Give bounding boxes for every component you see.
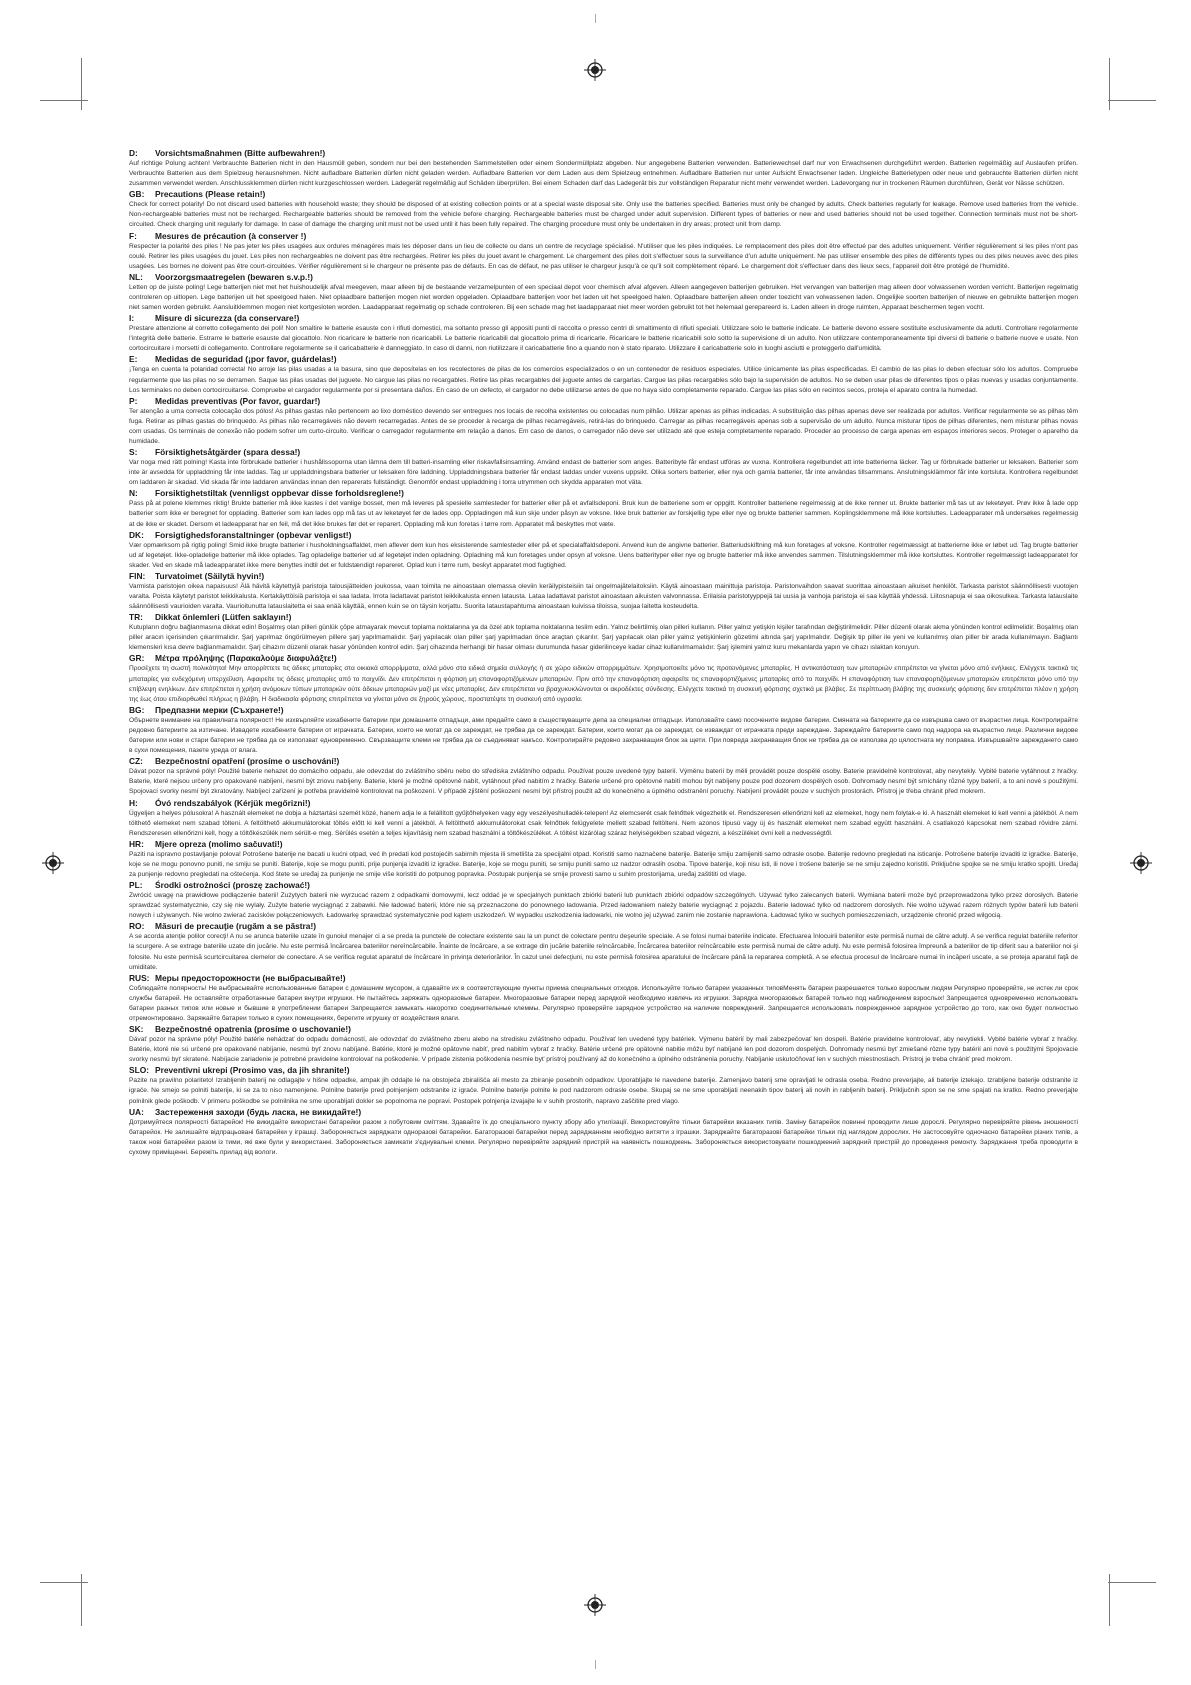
center-tick-top [595, 14, 596, 23]
section-gr [129, 653, 1078, 704]
language-code: UA: [129, 1106, 144, 1117]
language-code: NL: [129, 271, 143, 282]
section-body: Varmista paristojen oikea napaisuus! Älä hävitä käytettyjä paristoja talousjätteiden joukossa, vaan toimita ne ainoastaan olemassa oleviin keräilypisteisiin tai ongelmajätelaitoksiin. Käytä ainoastaan mainittuja paristoja. Paristonvaihdon saavat suorittaa ainoastaan aikuiset henkilöt. Tarkasta paristot säännöllisesti vuotojen varalta. Poista käytetyt paristot leikkikalusta. Kertakäyttöisiä paristoja ei saa ladata. Irrota ladattavat paristot leikkikalusta ennen latausta. Lataa ladattavat paristot ainoastaan aikuisten valvonnassa. Erilaisia paristotyyppejä tai uusia ja vanhoja paristoja ei saa käyttää yhdessä. Liitosnapuja ei saa oikosulkea. Tarkasta latauslaite säännöllisesti vaurioiden varalta. Vaurioitunutta latauslaitetta ei saa enää käyttää, ennen kuin se on täysin korjattu. Suorita lataustapahtuma ainoastaan kuivissa tiloissa, suojaa laitetta kosteudelta. [129, 582, 1078, 611]
language-code: PL: [129, 880, 143, 891]
section-hr [129, 839, 1078, 880]
section-title: Vorsichtsmaßnahmen (Bitte aufbewahren!) [155, 148, 326, 158]
language-code: RO: [129, 921, 145, 932]
section-nl [129, 272, 1078, 313]
language-code: S: [129, 447, 138, 458]
section-heading [129, 973, 1078, 984]
section-heading [129, 530, 1078, 541]
section-heading [129, 148, 1078, 159]
section-title: Turvatoimet (Säilytä hyvin!) [155, 570, 265, 581]
section-dk [129, 530, 1078, 571]
section-title: Środki ostrożności (proszę zachować!) [155, 880, 310, 891]
section-title: Misure di sicurezza (da conservare!) [155, 313, 300, 324]
language-code: HR: [129, 838, 144, 849]
section-title: Försiktighetsåtgärder (spara dessa!) [155, 447, 301, 458]
language-code: I: [129, 313, 135, 324]
language-code: H: [129, 797, 138, 808]
section-slo [129, 1065, 1078, 1106]
section-h [129, 798, 1078, 839]
section-pl [129, 880, 1078, 921]
section-title: Предпазни мерки (Съхранете!) [155, 704, 284, 715]
section-body: A se acorda atenţie polilor corecţi! A nu se arunca bateriile uzate în gunoiul menajer ci a se preda la punctele de colectare existente sau la un punct de colectare pentru deşeurile speciale. A se folosi numai bateriile indicate. Efectuarea înlocuirii bateriilor este permisă numai de către adulţi. A se verifica regulat bateriile referitor la scurgere. A se extrage bateriile uzate din jucărie. Nu este permisă încărcarea bateriilor nereîncărcabile. Înainte de încărcare, a se extrage din jucărie bateriile reîncărcabile. Încărcarea bateriilor reîncărcabile este permisă numai de către adulţi. Nu este permisă folosirea împreună a bateriilor de tip diferit sau a bateriilor noi şi folosite. Nu este permisă scurtcircuitarea clemelor de conectare. A se verifica regulat aparatul de încărcare în privinţa deteriorărilor. În cazul unei defecţiuni, nu este permisă folosirea aparatului de încărcare până la repararea completă. A se efectua procesul de încărcare numai în incăperi uscate, a se proteja aparatul faţă de umiditate. [129, 933, 1078, 971]
section-heading [129, 880, 1078, 891]
section-heading [129, 396, 1078, 407]
language-code: SK: [129, 1024, 144, 1035]
section-rus [129, 973, 1078, 1024]
section-heading [129, 189, 1078, 200]
section-heading [129, 447, 1078, 458]
section-body: Dávat pozor na správné póly! Použité baterie nehazet do domácího odpadu, ale odevzdat do zvláštního sběru nebo do střediska zvláštního odpadu. Používat pouze uvedené typy baterií. Výměnu baterií by měli provádět pouze dospělé osoby. Baterie pravidelně kontrolovat, aby nevytekly. Vybité baterie vytáhnout z hračky. Baterie, které nejsou určeny pro opakované nabíjení, nesmí být znovu nabíjeny. Baterie, které je možné opětovně nabít, vytáhnout před nabitím z hračky. Baterie určené pro opětovné nabití mohou být nabíjeny pouze pod dozorem dospělých osob. Dohromady nesmí být smíchány různé typy baterií, a to ani nové s použitými. Spojovací svorky nesmí být zkratovány. Nabíjecí zařízení je potřeba pravidelně kontrolovat na poškození. V případě zjištění poškození nesmí být přístroj použit až do konečného a úplného odstranění poruchy. Nabíjení provádět pouze v suchých prostorách. Přístroj je třeba chránit před mokrem. [129, 768, 1078, 796]
section-title: Forsigtighedsforanstaltninger (opbevar venligst!) [155, 529, 352, 540]
section-body: ¡Tenga en cuenta la polaridad correcta! No arroje las pilas usadas a la basura, sino que deposítelas en los recolectores de pilas de los comercios especializados o en un contenedor de residuos especiales. Utilice únicamente las pilas especificadas. El cambio de las pilas lo deben efectuar sólo los adultos. Compruebe regularmente que las pilas no se derramen. Saque las pilas usadas del juguete. No cargue las pilas no recargables. Retire las pilas recargables del juguete antes de cargarlas. Cargue las pilas recargables sólo bajo la supervisión de adultos. No se deben usar pilas de diferentes tipos o pilas nuevas y usadas conjuntamente. Los terminales no deben cortocircuitarse. Compruebe el cargador regularmente por si presentara daños. En caso de un defecto, el cargador no debe utilizarse antes de que no haya sido completamente reparado. Cargue las pilas sólo en recintos secos, proteja el aparato contra la humedad. [129, 366, 1078, 394]
section-heading [129, 921, 1078, 932]
section-heading [129, 571, 1078, 582]
section-body: Дотримуйтеся полярності батарейок! Не викидайте використані батарейки разом з побутовим сміттям. Здавайте їх до спеціального пункту збору або утилізації. Використовуйте тільки батарейки вказаних типів. Заміну батарейок повинні проводити лише дорослі. Регулярно перевіряйте рівень зношеності батарейок. Не залишайте відпрацьовані батарейки у іграшці. Забороняється заряджати одноразові батарейки. Багаторазові батарейки перед заряджанням необхідно витягти з іграшки. Заряджайте багаторазові батарейки тільки під наглядом дорослих. Не застосовуйте одночасно батарейки різних типів, а також нові батарейки разом із тими, які вже були у використанні. Забороняється замикати з'єднувальні клеми. Регулярно перевіряйте зарядний пристрій на наявність пошкоджень. Забороняється використовувати пошкоджений зарядний пристрій до проведення ремонту. Заряджання треба проводити в сухому приміщенні. Бережіть прилад від вологи. [129, 1118, 1078, 1156]
section-f [129, 231, 1078, 272]
language-code: GR: [129, 653, 145, 664]
registration-mark-top [584, 59, 606, 81]
section-body: Ter atenção a uma correcta colocação dos pólos! As pilhas gastas não pertencem ao lixo doméstico devendo ser entregues nos locais de recolha existentes ou colocadas num pilhão. Utilizar apenas as pilhas indicadas. A substituição das pilhas apenas deve ser realizada por adultos. Verificar regularmente se as pilhas têm fuga. Retirar as pilhas gastas do brinquedo. As pilhas não recarregáveis não devem recarregadas. Antes de se proceder à recarga de pilhas recarregáveis, retirá-las do brinquedo. Carregar as pilhas recarregáveis apenas sob a supervisão de um adulto. Nunca misturar tipos de pilhas diferentes, nem misturar pilhas novas com usadas. Os terminais de conexão não podem sofrer um curto-circuito. Verificar o carregador regularmente em relação a danos. Em caso de danos, o carregador não deve ser utilizado até que esteja completamente reparado. Proceder ao processo de carga apenas em espaços interiores secos. Proteger o aparelho da humidade. [129, 407, 1078, 445]
section-cz [129, 756, 1078, 797]
section-body: Vær opmærksom på rigtig poling! Smid ikke brugte batterier i husholdningsaffaldet, men aflever dem kun hos eksisterende samlesteder eller på et specialaffaldsdeponi. Anvend kun de angivne batterier. Batteriudskiftning må kun foretages af voksne. Kontroller regelmæssigt at batterierne ikke er løbet ud. Tag brugte batterier ud af legetøjet. Ikke-opladelige batterier må ikke oplades. Tag opladelige batterier ud af legetøjet inden opladning. Opladning må kun foretages under opsyn af voksne. Uens batterityper eller nye og brugte batterier må ikke anvendes sammen. Tilslutningsklemmer må ikke kortsluttes. Kontroller regelmæssigt ladeapparatet for skader. Ved en skade må ladeapparatet ikke mere benyttes indtil det er fuldstændigt repareret. Oplad kun i tørre rum, beskyt apparatet mod fugtighed. [129, 541, 1078, 569]
section-gb [129, 189, 1078, 230]
section-body: Check for correct polarity! Do not discard used batteries with household waste; they should be disposed of at existing collection points or at a special waste disposal site. Only use the batteries specified. Batteries must only be changed by adults. Check batteries regularly for leakage. Remove used batteries from the vehicle. Non-rechargeable batteries must not be recharged. Rechargeable batteries should be removed from the vehicle before charging. Rechargeable batteries must be charged under adult supervision. Different types of batteries or new and used batteries should not be used together. Connection terminals must not be short-circuited. Check charging unit regularly for damage. In case of damage the charging unit must not be used until it has been fully repaired. The charging procedure must only be undertaken in dry areas; protect unit from damp. [129, 201, 1078, 229]
section-title: Μέτρα πρόληψης (Παρακαλούμε διαφυλάξτε!) [155, 653, 337, 664]
section-heading [129, 313, 1078, 324]
section-heading [129, 798, 1078, 809]
crop-mark-bottom-left-h [40, 1582, 88, 1583]
section-heading [129, 1107, 1078, 1118]
center-tick-bottom [595, 1660, 596, 1669]
section-i [129, 313, 1078, 354]
section-heading [129, 1065, 1078, 1076]
section-body: Соблюдайте полярность! Не выбрасывайте использованные батареи с домашним мусором, а сдавайте их в соответствующие пункты приема специальных отходов. Используйте только батареи указанных типовМенять батареи разрешается только взрослым людям Регулярно проверяйте, не истек ли срок службы батарей. Не оставляйте отработанные батареи внутри игрушки. Не пытайтесь заряжать одноразовые батареи. Многоразовые батареи перед зарядкой необходимо извлечь из игрушки. Зарядка многоразовых батарей только под наблюдением взрослых! Запрещается одновременно использовать батареи разных типов или новые и бывшие в употреблении батареи Запрещается замыкать накоротко соединительные клеммы. Регулярно проверяйте зарядное устройство на наличие повреждений. Запрещается использовать поврежденное зарядное устройство до того, как оно будет полностью отремонтировано. Заряжайте батареи только в сухих помещениях, берегите игрушку от воздействия влаги. [129, 984, 1078, 1022]
section-body: Zwrócić uwagę na prawidłowe podłączenie baterii! Zużytych baterii nie wyrzucać razem z odpadkami domowymi, lecz oddać je w specjalnych punktach zbiórki baterii lub punktach zbiórki odpadów szczególnych. Używać tylko zalecanych baterii. Wymiana baterii może być przeprowadzona tylko przez dorosłych. Baterie sprawdzać systematycznie, czy się nie wylały. Zużyte baterie wyciągnąć z zabawki. Nie ładować baterii, które nie są przeznaczone do ponownego ładowania. Przed ładowaniem należy baterie wyciągnąć z pojazdu. Baterie ładować tylko od nadzorem dorosłych. Nie wolno używać razem różnych typów baterii lub baterii nowych i używanych. Nie wolno zwierać zacisków połączeniowych. Ładowarkę sprawdzać systematycznie pod kątem uszkodzeń. W wypadku uszkodzenia ładowarki, nie wolno jej używać zanim nie zostanie naprawiona. Ładować tylko w suchych pomieszczeniach, urządzenie chronić przed wilgocią. [129, 892, 1078, 920]
language-code: RUS: [129, 972, 150, 983]
section-title: Меры предосторожности (не выбрасывайте!) [155, 972, 346, 983]
language-code: DK: [129, 529, 144, 540]
section-heading [129, 231, 1078, 242]
section-body: Обърнете внимание на правилната полярност! Не изхвърляйте изхабените батерии при домашните отпадъци, ами предайте само в съществуващите депа за специални отпадъци. Използвайте само посочените видове батерии. Смяната на батериите да се извършва само от възрастни лица. Контролирайте редовно батериите за изтичане. Извадете изхабените батерии от играчката. Батерии, които не могат да се зареждат, не трябва да се зареждат. Батерии, които могат да се зареждат, се изваждат от играчката преди зареждане. Зареждайте батериите само под надзора на възрастно лице. Различни видове батерии или нови и стари батерии не трябва да се използват едновременно. Свързващите клеми не трябва да се съединяват накъсо. Контролирайте редовно захранващия блок за щети. При повреда захранващия блок не трябва да се използва до цялостната му поправка. Извършвайте зареждането само в сухи помещения, пазете уреда от влага. [129, 716, 1078, 755]
section-heading [129, 612, 1078, 623]
section-ro [129, 921, 1078, 972]
section-body: Kutupların doğru bağlanmasına dikkat edin! Boşalmış olan pilleri günlük çöpe atmayarak mevcut toplama noktalarına ya da özel atık toplama noktalarına teslim edin. Yalnız belirtilmiş olan pilleri kullanın. Piller yalnız yetişkin kişiler tarafından değiştirilmelidir. Piller düzenli olarak akma yönünden kontrol edilmelidir. Boşalmış olan piller aracın içerisinden çıkarılmalıdır. Şarj yapılmaz öngörülmeyen pillere şarj yapılmamalıdır. Şarj yapılacak olan piller şarj yapılmadan önce araçtan çıkarılır. Şarj yapılacak olan piller yalnız yetişkinlerin gözetimi altında şarj yapılmalıdır. Değişik tip piller ile yeni ve kullanılmış olan piller bir arada kullanılmayın. Bağlantı klemensleri kısa devre bağlanmamalıdır. Şarj cihazını düzenli olarak hasar yönünden kontrol edin. Şarj cihazında herhangi bir hasar olması durumunda hasar giderilinceye kadar cihaz kullanılmamalıdır. Şarj işlemini yalnız kuru mekanlarda yapın ve cihazı ıslaktan koruyun. [129, 624, 1078, 652]
section-heading [129, 1024, 1078, 1035]
language-code: TR: [129, 612, 143, 623]
section-body: Respecter la polarité des piles ! Ne pas jeter les piles usagées aux ordures ménagères mais les déposer dans un lieu de collecte ou dans un centre de recyclage spécialisé. N'utiliser que les piles indiquées. Le remplacement des piles doit être effectué par des adultes uniquement. Vérifier régulièrement si les piles n'ont pas coulé. Retirer les piles usagées du jouet. Les piles non rechargeables ne doivent pas être rechargées. Retirer les piles du jouet avant le chargement. Le chargement des piles doit s'effectuer sous la surveillance d'un adulte uniquement. Ne pas utiliser ensemble des piles de différents types ou des piles neuves avec des piles usagées. Les bornes ne doivent pas être court-circuitées. Vérifier régulièrement si le chargeur ne présente pas de défauts. En cas de défaut, ne pas utiliser le chargeur jusqu'à ce qu'il soit complètement réparé. Le chargement doit s'effectuer dans des lieux secs, l'appareil doit être protégé de l'humidité. [129, 242, 1078, 270]
section-title: Dikkat önlemleri (Lütfen saklayın!) [155, 612, 292, 623]
section-title: Precautions (Please retain!) [155, 189, 266, 200]
language-code: E: [129, 354, 138, 365]
section-title: Óvó rendszabályok (Kérjük megőrizni!) [155, 797, 311, 808]
language-code: BG: [129, 704, 145, 715]
section-heading [129, 653, 1078, 664]
section-title: Mjere opreza (molimo sačuvati!) [155, 838, 283, 849]
language-code: N: [129, 488, 138, 499]
section-title: Bezpečnostní opatření (prosíme o uschování!) [155, 756, 340, 767]
section-title: Voorzorgsmaatregelen (bewaren s.v.p.!) [155, 271, 313, 282]
section-de [129, 148, 1078, 189]
language-code: F: [129, 230, 137, 241]
section-sk [129, 1024, 1078, 1065]
section-body: Pass på at polene klemmes riktig! Brukte batterier må ikke kastes i det vanlige bosset, men må leveres på spesielle samlesteder for batterier eller på et avfallsdeponi. Bruk kun de batteriene som er oppgitt. Kontroller batteriene regelmessig at de ikke renner ut. Brukte batterier må tas ut av leketøyet. Prøv ikke å lade opp batterier som ikke er beregnet for opplading. Batterier som kan lades opp må tas ut av leketøyet før de lades opp. Oppladingen må kun skje under påsyn av voksne. Ikke bruk batterier av forskjellig type eller nye og brukte batterier sammen. Koplingsklemmene må ikke kortsluttes. Ladeapparater må undersøkes regelmessig at de ikke er skadet. Dersom et ladeapparat har en feil, må det ikke brukes før det er reparert. Opplading må kun foretas i tørre rom. Apparatet må beskyttes mot væte. [129, 500, 1078, 528]
language-code: CZ: [129, 756, 143, 767]
language-code: GB: [129, 189, 145, 200]
section-title: Preventivni ukrepi (Prosimo vas, da jih shranite!) [155, 1065, 350, 1076]
section-heading [129, 272, 1078, 283]
section-body: Auf richtige Polung achten! Verbrauchte Batterien nicht in den Hausmüll geben, sondern nur bei den bestehenden Sammelstellen oder einem Sondermüllplatz abgeben. Nur angegebene Batterien verwenden. Batteriewechsel darf nur von Erwachsenen durchgeführt werden. Batterien regelmäßig auf Auslaufen prüfen. Verbrauchte Batterien aus dem Spielzeug herausnehmen. Nicht aufladbare Batterien dürfen nicht geladen werden. Aufladbare Batterien vor dem Laden aus dem Spielzeug entnehmen. Aufladbare Batterien nur unter Aufsicht Erwachsener laden. Ungleiche Batterietypen oder neue und gebrauchte Batterien dürfen nicht zusammen verwendet werden. Anschlussklemmen dürfen nicht kurzgeschlossen werden. Ladegerät regelmäßig auf Schäden überprüfen. Bei einem Schaden darf das Ladegerät bis zur vollständigen Reparatur nicht mehr verwendet werden. Ladevorgang nur in trockenen Räumen durchführen, Gerät vor Nässe schützen. [129, 160, 1078, 188]
section-body: Paziti na ispravno postavljanje polova! Potrošene baterije ne bacati u kućni otpad, već ih predati kod postojećih sabirnih mjesta ili smetlišta za specijalni otpad. Koristiti samo naznačene baterije. Baterije smiju zamijeniti samo odrasle osobe. Baterije redovno pregledati na isticanje. Potrošene baterije izvaditi iz igračke. Baterije, koje se ne mogu ponovno puniti, ne smiju se puniti. Baterije, koje se mogu puniti, prije punjenja izvaditi iz igračke. Baterije, koje se mogu puniti, se smiju puniti samo uz nadzor odraslih osoba. Tipove baterije, koji nisu isti, ili nove i trošene baterije se ne smiju zajedno koristiti. Priključne spojke se ne smiju kratko spojiti. Uređaj za punjenje redovno pregledati na oštećenja. Kod štete se uređaj za punjenje ne smije više koristiti do potpunog popravka. Postupak punjenja se smije provesti samo u suhim prostorijama, uređaj zaštititi od vlage. [129, 850, 1078, 878]
section-s [129, 447, 1078, 488]
registration-mark-left [42, 852, 64, 874]
crop-mark-bottom-right-h [1108, 1582, 1156, 1583]
section-heading [129, 488, 1078, 499]
section-title: Medidas preventivas (Por favor, guardar!) [155, 395, 321, 406]
language-code: D: [129, 148, 138, 158]
safety-text-block [129, 148, 1078, 1533]
section-title: Măsuri de precauţie (rugăm a se păstra!) [155, 921, 317, 932]
crop-mark-top-right-h [1108, 100, 1156, 101]
section-ua [129, 1107, 1078, 1158]
language-code: FIN: [129, 570, 146, 581]
section-title: Mesures de précaution (à conserver !) [155, 230, 307, 241]
section-body: Prestare attenzione al corretto collegamento dei poli! Non smaltire le batterie esauste con i rifiuti domestici, ma soltanto presso gli appositi punti di raccolta o presso centri di smaltimento di rifiuti speciali. Utilizzare solo le batterie indicate. Le batterie devono essere sostituite esclusivamente da adulti. Controllare regolarmente l'integrità delle batterie. Estrarre le batterie esauste dal giocattolo. Non ricaricare le batterie non ricaricabili. Le batterie ricaricabili dal giocattolo prima di ricaricarle. Ricaricare le batterie ricaricabili solo sotto la supervisione di un adulto. Non utilizzare contemporaneamente tipi diversi di batterie o batterie nuove e usate. Non cortocircuitare i morsetti di collegamento. Controllare regolarmente se il caricabatterie è danneggiato. In caso di danni, non riutilizzare il caricabatterie fino a quando non è stato riparato. Utilizzare il caricabatterie solo in luoghi asciutti e proteggerlo dall'umidità. [129, 325, 1078, 353]
section-e [129, 354, 1078, 395]
section-body: Ügyeljen a helyes pólusokra! A használt elemeket ne dobja a háztartási szemét közé, hanem adja le a felállított gyűjtőhelyeken vagy egy veszélyeshulladék-telepen! Az elemcserét csak felnőttek végezhetik el. Rendszeresen ellenőrizni kell az elemeket, hogy nem folytak-e ki. A használt elemeket ki kell venni a játékból. A nem tölthető elemeket nem szabad tölteni. A feltölthető akkumulátorokat töltés előtt ki kell venni a játékból. A feltölthető akkumulátorokat csak felnőttek felügyelete mellett szabad feltölteni. Nem azonos típusú vagy új és használt elemeket nem szabad együtt használni. A csatlakozó kapcsokat nem szabad rövidre zárni. Rendszeresen ellenőrizni kell, hogy a töltőkészülék nem sérült-e meg. Sérülés esetén a teljes kijavításig nem szabad használni a töltőkészüléket. A töltést kizárólag száraz helyiségekben szabad végezni, a készüléket óvni kell a nedvességtől. [129, 809, 1078, 837]
section-heading [129, 839, 1078, 850]
section-body: Pazite na pravilno polariteto! Izrabljenih baterij ne odlagajte v hišne odpadke, ampak jih oddajte le na obstoječa zbirališča ali mesto za zbiranje posebnih odpadkov. Uporabljajte le navedene baterije. Zamenjavo baterij sme opravljati le odrasla oseba. Redno preverjajte, ali baterije iztekajo. Izrabljene baterije odstranite iz igrače. Ne smejo se polniti baterije, ki se za to niso namenjene. Polnilne baterije pred polnjenjem odstranite iz igrače. Polnilne baterije polnite le pod nadzorom odrasle osebe. Skupaj se ne sme uporabljati neenakih tipov baterij ali novih in rabljenih baterij. Priključnih spon se ne sme spajati na kratko. Redno preverjajte polnilnik glede poškodb. V primeru poškodbe se polnilnika ne sme uporabljati dokler se popolnoma ne popravi. Postopek polnjenja izvajajte le v suhih prostorih, napravo zaščitite pred vlago. [129, 1077, 1078, 1105]
section-heading [129, 705, 1078, 716]
section-body: Dávať pozor na správne póly! Použité batérie nehádzať do odpadu domácností, ale odovzdať do zvláštneho zberu alebo na stredisku zvláštneho odpadu. Používať len uvedené typy batériek. Výmenu batérií by mali zabezpečovať len dospelí. Batérie pravidelne kontrolovať, aby nevytiekli. Vybité batérie vybrať z hračky. Batérie, ktoré nie sú určené pre opakované nabíjanie, nesmú byť znovu nabíjané. Batérie, ktoré je možné opätovne nabíť, pred nabitím vybrať z hračky. Batérie určené pre opätovné nabitie môžu byť nabíjané len pod dozorom dospelých. Dohromady nesmú byť zmiešané rôzne typy batérií ani nové s použitými Spojovacie svorky nesmú byť skratené. Nabíjacie zariadenie je potrebné pravidelne kontrolovať na poškodenie. V prípade zistenia poškodenia nesmie byť prístroj používaný až do konečného a úplného odstránenia poruchy. Nabíjanie uskutočňovať len v suchých miestnostiach. Prístroj je treba chrániť pred mokrom. [129, 1036, 1078, 1064]
section-bg [129, 705, 1078, 756]
section-tr [129, 612, 1078, 653]
section-fin [129, 571, 1078, 612]
section-heading [129, 354, 1078, 365]
registration-mark-right [1130, 852, 1152, 874]
section-p [129, 396, 1078, 447]
language-code: P: [129, 395, 138, 406]
section-body: Letten op de juiste poling! Lege batterijen niet met het huishoudelijk afval meegeven, maar alleen bij de bestaande verzamelpunten of een speciaal depot voor chemisch afval afgeven. Alleen aangegeven batterijen gebruiken. Het vervangen van batterijen mag alleen door volwassenen worden verricht. Batterijen regelmatig controleren op uitlopen. Lege batterijen uit het speelgoed halen. Niet oplaadbare batterijen mogen niet worden opgeladen. Oplaadbare batterijen voor het laden uit het speelgoed halen. Oplaadbare batterijen alleen onder toezicht van volwassenen laden. Ongelijke soorten batterijen of nieuwe en gebruikte batterijen mogen niet samen worden gebruikt. Aansluitklemmen mogen niet kortgesloten worden. Laadapparaat regelmatig op schade controleren. Bij een schade mag het laadapparaat niet meer worden gebruikt tot het helemaal gerepareerd is. Laden alleen in droge ruimten, Apparaat beschermen tegen vocht. [129, 283, 1078, 312]
section-title: Medidas de seguridad (¡por favor, guárdelas!) [155, 354, 337, 365]
section-body: Var noga med rätt polning! Kasta inte förbrukade batterier i hushållssoporna utan lämna dem till batteri-insamling eller riskavfallsinsamling. Använd endast de batterier som anges. Batteribyte får endast utföras av vuxna. Kontrollera regelbundet att inte batterierna läcker. Tag ur förbrukade batterier ur leksaken. Batterier som inte är avsedda för uppladdning får inte laddas. Tag ur uppladdningsbara batterier ur leksaken före laddning. Uppladdningsbara batterier får endast laddas under vuxens uppsikt. Olika sorters batterier, eller nya och gamla batterier, får inte användas tillsammans. Anslutningsklämmor får inte kortsluta. Kontrollera regelbundet om laddaren är skadad. Vid skada får inte laddaren användas innan den reparerats fullständigt. Genomför endast uppladdning i torra utrymmen och skydda apparaten mot väta. [129, 459, 1078, 487]
crop-mark-top-left-h [40, 100, 88, 101]
registration-mark-bottom [584, 1594, 606, 1616]
section-n [129, 488, 1078, 529]
section-title: Bezpečnostné opatrenia (prosíme o uschovanie!) [155, 1024, 351, 1035]
crop-mark-top-left [81, 58, 82, 110]
crop-mark-top-right [1109, 58, 1110, 110]
section-body: Προσέχετε τη σωστή πολικότητα! Μην απορρίπτετε τις άδειες μπαταρίες στα οικιακά απορρίμματα, αλλά μόνο στα ειδικά σημεία συλλογής ή σε χώρο ειδικών απορριμμάτων. Χρησιμοποιείτε μόνο τις προτεινόμενες μπαταρίες. Η αντικατάσταση των μπαταριών επιτρέπεται να γίνεται μόνο από ενήλικες. Ελέγχετε τακτικά τις μπαταρίες για ενδεχόμενη υπερχείλιση. Αφαιρείτε τις άδειες μπαταρίες από το παιχνίδι. Δεν επιτρέπεται η φόρτιση μη επαναφορτιζόμενων μπαταριών. Πριν από την επαναφόρτιση αφαιρείτε τις επαναφορτιζόμενες μπαταρίες από το παιχνίδι. Η επαναφόρτιση των επαναφορτιζόμενων μπαταριών επιτρέπεται μόνο υπό την επίβλεψη ενηλίκων. Δεν επιτρέπεται η χρήση ανόμοιων τύπων μπαταριών ούτε άδειων μπαταριών μαζί με νέες μπαταρίες. Δεν επιτρέπεται να βραχυκυκλώνονται οι ακροδέκτες σύνδεσης. Ελέγχετε τακτικά τη συσκευή φόρτισης σχετικά με βλάβες. Σε περίπτωση βλάβης της συσκευής φόρτισης δεν επιτρέπεται πλέον η χρήση της έως ότου επιδιορθωθεί πλήρως η βλάβη. Η διαδικασία φόρτισης επιτρέπεται να γίνεται μόνο σε ξηρούς χώρους, προστατέψτε τη συσκευή από υγρασία. [129, 665, 1078, 703]
section-heading [129, 756, 1078, 767]
language-code: SLO: [129, 1065, 150, 1076]
section-title: Forsiktighetstiltak (vennligst oppbevar disse forholdsreglene!) [155, 488, 404, 499]
section-title: Застереження заходи (будь ласка, не викидайте!) [155, 1106, 362, 1117]
